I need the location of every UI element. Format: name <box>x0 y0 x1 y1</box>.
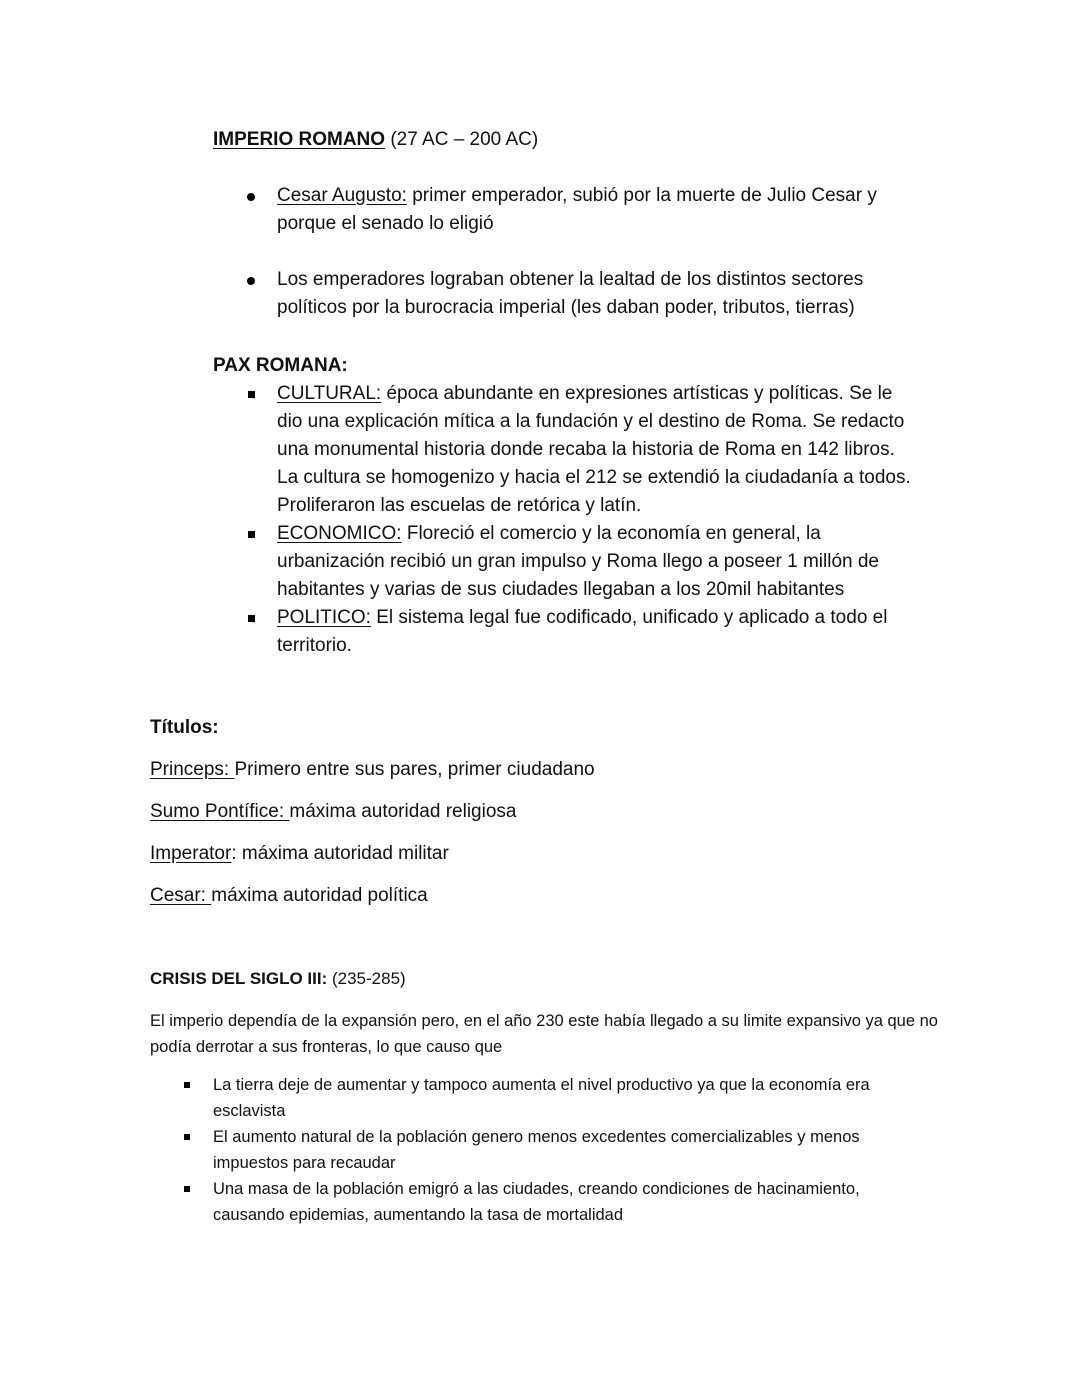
titulo-line <box>150 840 449 868</box>
square-bullet-icon <box>248 615 255 622</box>
pax-item <box>213 604 913 660</box>
pax-item-label: POLITICO: <box>277 607 371 628</box>
bullet-text: primer emperador, subió por la muerte de Julio Cesar y porque el senado lo eligió <box>277 185 877 234</box>
titulo-label: Imperator <box>150 843 232 864</box>
square-bullet-icon <box>248 531 255 538</box>
pax-romana-list <box>213 380 913 660</box>
imperio-bullet <box>213 182 913 238</box>
crisis-list <box>150 1072 930 1228</box>
imperio-bullet <box>213 266 913 322</box>
crisis-paragraph: El imperio dependía de la expansión pero, en el año 230 este había llegado a su limite expansivo ya que no podía derrotar a sus fronteras, lo que causo que <box>150 1012 938 1056</box>
crisis-item <box>150 1124 930 1176</box>
imperio-bullet-list-2 <box>213 266 913 322</box>
crisis-dates: (235-285) <box>327 969 406 988</box>
square-bullet-icon <box>248 391 255 398</box>
imperio-title: IMPERIO ROMANO <box>213 129 386 150</box>
imperio-heading <box>213 126 953 154</box>
titulo-text: Primero entre sus pares, primer ciudadano <box>234 759 595 780</box>
titulo-line <box>150 756 595 784</box>
crisis-item-text: La tierra deje de aumentar y tampoco aumenta el nivel productivo ya que la economía era esclavista <box>213 1076 870 1120</box>
pax-item-text: época abundante en expresiones artísticas y políticas. Se le dio una explicación mítica a la fundación y el destino de Roma. Se redacto una monumental historia donde recaba la historia de Roma en 142 libros. La cultura se homogenizo y hacia el 212 se extendió la ciudadanía a todos. Proliferaron las escuelas de retórica y latín. <box>277 383 911 516</box>
titulo-label: Sumo Pontífice: <box>150 801 290 822</box>
crisis-item <box>150 1176 930 1228</box>
pax-item <box>213 520 913 604</box>
crisis-heading <box>150 966 406 992</box>
crisis-item <box>150 1072 930 1124</box>
imperio-dates: (27 AC – 200 AC) <box>385 129 539 150</box>
pax-item-text: El sistema legal fue codificado, unificado y aplicado a todo el territorio. <box>277 607 888 656</box>
titulo-line <box>150 882 428 910</box>
pax-romana-title: PAX ROMANA: <box>213 355 348 376</box>
pax-item-label: CULTURAL: <box>277 383 382 404</box>
imperio-bullet-list <box>213 182 913 238</box>
crisis-item-text: El aumento natural de la población genero menos excedentes comercializables y menos impuestos para recaudar <box>213 1128 860 1172</box>
square-bullet-icon <box>184 1082 190 1088</box>
titulo-label: Cesar: <box>150 885 212 906</box>
crisis-title: CRISIS DEL SIGLO III: <box>150 969 328 988</box>
square-bullet-icon <box>184 1134 190 1140</box>
square-bullet-icon <box>184 1186 190 1192</box>
pax-item <box>213 380 913 520</box>
pax-item-text: Floreció el comercio y la economía en general, la urbanización recibió un gran impulso y Roma llego a poseer 1 millón de habitantes y varias de sus ciudades llegaban a los 20mil habitantes <box>277 523 879 600</box>
bullet-dot-icon <box>247 277 255 285</box>
bullet-text: Los emperadores lograban obtener la lealtad de los distintos sectores políticos por la burocracia imperial (les daban poder, tributos, tierras) <box>277 269 864 318</box>
pax-item-label: ECONOMICO: <box>277 523 402 544</box>
titulo-label: Princeps: <box>150 759 235 780</box>
titulo-line <box>150 798 516 826</box>
bullet-label: Cesar Augusto: <box>277 185 407 206</box>
titulos-heading: Títulos: <box>150 717 219 738</box>
titulo-text: máxima autoridad religiosa <box>289 801 517 822</box>
titulo-text: : máxima autoridad militar <box>231 843 449 864</box>
titulo-text: máxima autoridad política <box>211 885 428 906</box>
crisis-item-text: Una masa de la población emigró a las ciudades, creando condiciones de hacinamiento, causando epidemias, aumentando la tasa de mortalidad <box>213 1180 860 1224</box>
bullet-dot-icon <box>247 193 255 201</box>
